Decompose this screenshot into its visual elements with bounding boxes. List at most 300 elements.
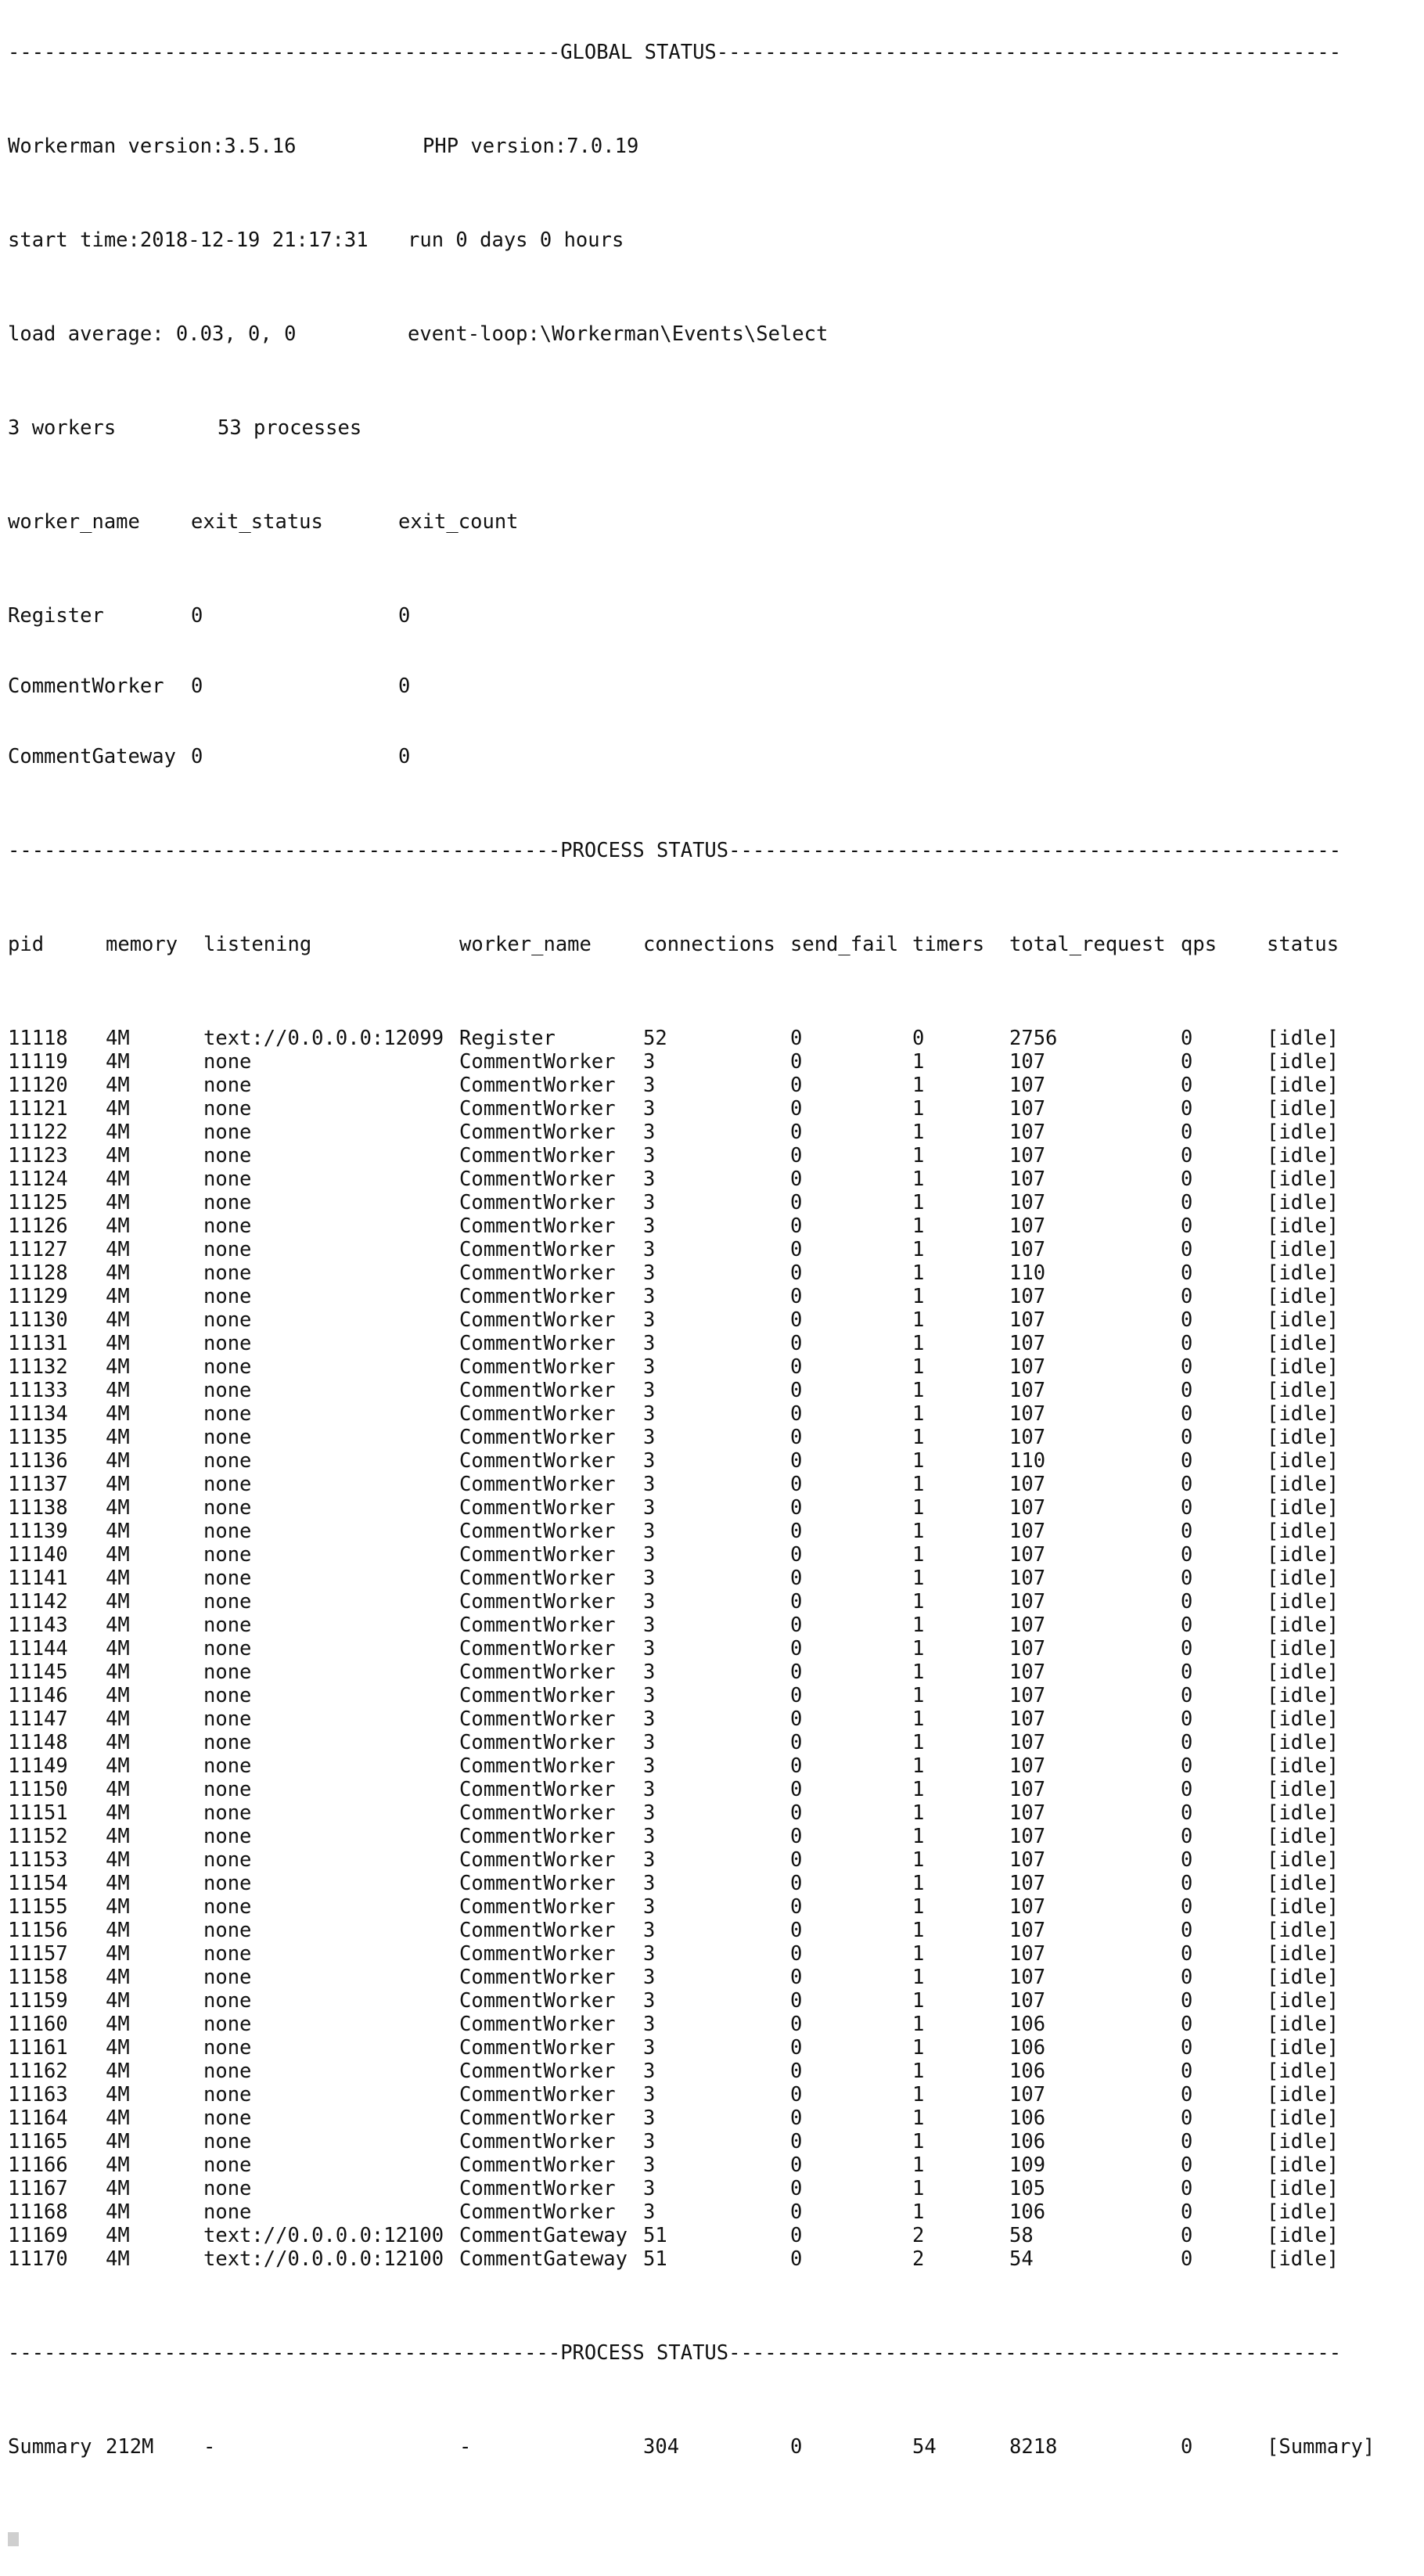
process-qps: 0 — [1181, 1731, 1193, 1754]
process-pid: 11162 — [8, 2060, 68, 2083]
process-memory: 4M — [106, 1238, 130, 1261]
process-memory: 4M — [106, 1027, 130, 1050]
process-timers: 2 — [912, 2247, 925, 2271]
process-qps: 0 — [1181, 1496, 1193, 1520]
process-pid: 11157 — [8, 1942, 68, 1966]
process-worker-name: CommentWorker — [459, 1707, 616, 1731]
process-listening: none — [203, 1379, 252, 1402]
process-listening: none — [203, 1144, 252, 1167]
process-pid: 11136 — [8, 1449, 68, 1473]
process-listening: none — [203, 1402, 252, 1426]
process-row — [8, 1848, 1376, 1872]
process-row — [8, 1473, 1376, 1496]
process-pid: 11159 — [8, 1989, 68, 2013]
process-listening: none — [203, 1637, 252, 1660]
process-memory: 4M — [106, 1332, 130, 1355]
process-pid: 11125 — [8, 1191, 68, 1214]
process-memory: 4M — [106, 1074, 130, 1097]
process-qps: 0 — [1181, 2247, 1193, 2271]
process-row — [8, 1191, 1376, 1214]
worker-exit-status: 0 — [191, 675, 203, 698]
process-pid: 11138 — [8, 1496, 68, 1520]
process-row — [8, 1121, 1376, 1144]
process-qps: 0 — [1181, 1590, 1193, 1614]
process-worker-name: CommentWorker — [459, 1238, 616, 1261]
process-connections: 3 — [643, 1895, 656, 1919]
worker-col-name: worker_name — [8, 510, 140, 534]
process-status: [idle] — [1267, 1778, 1339, 1801]
process-worker-name: CommentWorker — [459, 1825, 616, 1848]
process-pid: 11152 — [8, 1825, 68, 1848]
process-total-request: 107 — [1009, 1754, 1046, 1778]
process-connections: 3 — [643, 2013, 656, 2036]
process-memory: 4M — [106, 1261, 130, 1285]
process-row — [8, 2036, 1376, 2060]
process-worker-name: CommentWorker — [459, 1942, 616, 1966]
process-worker-name: CommentWorker — [459, 1731, 616, 1754]
process-timers: 1 — [912, 1872, 925, 1895]
process-memory: 4M — [106, 1872, 130, 1895]
process-send-fail: 0 — [790, 1402, 803, 1426]
process-timers: 1 — [912, 1097, 925, 1121]
process-timers: 1 — [912, 1167, 925, 1191]
summary-row — [8, 2435, 1376, 2459]
process-timers: 1 — [912, 1707, 925, 1731]
process-timers: 1 — [912, 1144, 925, 1167]
process-status: [idle] — [1267, 2153, 1339, 2177]
process-total-request: 107 — [1009, 1825, 1046, 1848]
process-connections: 3 — [643, 1942, 656, 1966]
process-total-request: 107 — [1009, 1167, 1046, 1191]
process-qps: 0 — [1181, 2224, 1193, 2247]
process-total-request: 107 — [1009, 1637, 1046, 1660]
process-row — [8, 1919, 1376, 1942]
process-status: [idle] — [1267, 1966, 1339, 1989]
process-memory: 4M — [106, 1285, 130, 1308]
process-memory: 4M — [106, 1426, 130, 1449]
process-qps: 0 — [1181, 2036, 1193, 2060]
worker-table-header — [8, 510, 1376, 534]
process-timers: 1 — [912, 1332, 925, 1355]
process-row — [8, 1989, 1376, 2013]
process-qps: 0 — [1181, 1144, 1193, 1167]
col-timers: timers — [912, 933, 985, 956]
process-connections: 3 — [643, 1520, 656, 1543]
process-listening: none — [203, 1543, 252, 1567]
process-memory: 4M — [106, 1754, 130, 1778]
process-row — [8, 2200, 1376, 2224]
process-pid: 11158 — [8, 1966, 68, 1989]
process-pid: 11151 — [8, 1801, 68, 1825]
process-memory: 4M — [106, 1590, 130, 1614]
process-worker-name: CommentWorker — [459, 1426, 616, 1449]
process-listening: none — [203, 1050, 252, 1074]
process-worker-name: CommentWorker — [459, 1379, 616, 1402]
process-status: [idle] — [1267, 2013, 1339, 2036]
process-send-fail: 0 — [790, 1027, 803, 1050]
process-status: [idle] — [1267, 1214, 1339, 1238]
process-send-fail: 0 — [790, 1778, 803, 1801]
process-pid: 11165 — [8, 2130, 68, 2153]
process-pid: 11148 — [8, 1731, 68, 1754]
process-total-request: 107 — [1009, 1144, 1046, 1167]
process-send-fail: 0 — [790, 1308, 803, 1332]
process-total-request: 107 — [1009, 1050, 1046, 1074]
process-worker-name: CommentGateway — [459, 2247, 627, 2271]
load-average: load average: 0.03, 0, 0 — [8, 322, 297, 346]
process-worker-name: CommentWorker — [459, 1167, 616, 1191]
process-connections: 3 — [643, 1074, 656, 1097]
process-connections: 3 — [643, 1872, 656, 1895]
process-total-request: 106 — [1009, 2106, 1046, 2130]
process-total-request: 107 — [1009, 1590, 1046, 1614]
process-listening: text://0.0.0.0:12099 — [203, 1027, 444, 1050]
process-total-request: 107 — [1009, 1778, 1046, 1801]
process-timers: 1 — [912, 1637, 925, 1660]
worker-exit-status: 0 — [191, 604, 203, 628]
process-connections: 3 — [643, 1050, 656, 1074]
process-send-fail: 0 — [790, 1496, 803, 1520]
process-worker-name: CommentWorker — [459, 1684, 616, 1707]
process-connections: 3 — [643, 1332, 656, 1355]
process-total-request: 106 — [1009, 2130, 1046, 2153]
process-send-fail: 0 — [790, 2106, 803, 2130]
process-timers: 1 — [912, 1989, 925, 2013]
process-listening: none — [203, 1684, 252, 1707]
process-send-fail: 0 — [790, 1966, 803, 1989]
start-time-line — [8, 228, 1376, 252]
process-connections: 3 — [643, 1449, 656, 1473]
process-pid: 11167 — [8, 2177, 68, 2200]
process-status: [idle] — [1267, 2247, 1339, 2271]
process-connections: 3 — [643, 2153, 656, 2177]
process-row — [8, 2060, 1376, 2083]
process-send-fail: 0 — [790, 2177, 803, 2200]
process-listening: none — [203, 2177, 252, 2200]
process-qps: 0 — [1181, 1167, 1193, 1191]
process-timers: 1 — [912, 1801, 925, 1825]
process-listening: none — [203, 1496, 252, 1520]
process-qps: 0 — [1181, 1379, 1193, 1402]
process-timers: 0 — [912, 1027, 925, 1050]
process-listening: none — [203, 1778, 252, 1801]
process-status: [idle] — [1267, 1473, 1339, 1496]
process-status: [idle] — [1267, 1614, 1339, 1637]
process-timers: 1 — [912, 1285, 925, 1308]
process-connections: 3 — [643, 1214, 656, 1238]
prompt-line[interactable] — [8, 2529, 1376, 2553]
process-status: [idle] — [1267, 2130, 1339, 2153]
process-listening: none — [203, 2106, 252, 2130]
process-row — [8, 1144, 1376, 1167]
process-total-request: 107 — [1009, 2083, 1046, 2106]
process-timers: 1 — [912, 1754, 925, 1778]
process-listening: none — [203, 1848, 252, 1872]
process-total-request: 107 — [1009, 1473, 1046, 1496]
process-status: [idle] — [1267, 1097, 1339, 1121]
process-timers: 1 — [912, 2036, 925, 2060]
process-worker-name: CommentWorker — [459, 1473, 616, 1496]
process-connections: 3 — [643, 1590, 656, 1614]
process-memory: 4M — [106, 1121, 130, 1144]
process-qps: 0 — [1181, 1543, 1193, 1567]
process-row — [8, 1754, 1376, 1778]
process-total-request: 2756 — [1009, 1027, 1058, 1050]
process-qps: 0 — [1181, 1707, 1193, 1731]
process-total-request: 107 — [1009, 1660, 1046, 1684]
process-send-fail: 0 — [790, 1801, 803, 1825]
process-connections: 3 — [643, 1966, 656, 1989]
process-listening: none — [203, 1473, 252, 1496]
workers-count: 3 workers — [8, 416, 117, 440]
process-pid: 11134 — [8, 1402, 68, 1426]
process-timers: 1 — [912, 1050, 925, 1074]
process-row — [8, 1238, 1376, 1261]
summary-memory: 212M — [106, 2435, 154, 2459]
process-send-fail: 0 — [790, 1050, 803, 1074]
process-send-fail: 0 — [790, 1872, 803, 1895]
process-send-fail: 0 — [790, 1614, 803, 1637]
process-row — [8, 1543, 1376, 1567]
process-qps: 0 — [1181, 1919, 1193, 1942]
process-worker-name: CommentWorker — [459, 1332, 616, 1355]
process-listening: none — [203, 1801, 252, 1825]
process-timers: 1 — [912, 1895, 925, 1919]
process-pid: 11168 — [8, 2200, 68, 2224]
process-row — [8, 1825, 1376, 1848]
process-pid: 11150 — [8, 1778, 68, 1801]
process-row — [8, 1496, 1376, 1520]
process-memory: 4M — [106, 1473, 130, 1496]
process-total-request: 107 — [1009, 1379, 1046, 1402]
process-row — [8, 1285, 1376, 1308]
col-connections: connections — [643, 933, 775, 956]
process-listening: none — [203, 1285, 252, 1308]
process-pid: 11149 — [8, 1754, 68, 1778]
process-memory: 4M — [106, 2106, 130, 2130]
process-status: [idle] — [1267, 1989, 1339, 2013]
process-pid: 11169 — [8, 2224, 68, 2247]
process-connections: 3 — [643, 1097, 656, 1121]
process-pid: 11144 — [8, 1637, 68, 1660]
process-send-fail: 0 — [790, 2224, 803, 2247]
process-send-fail: 0 — [790, 1214, 803, 1238]
summary-send-fail: 0 — [790, 2435, 803, 2459]
process-status: [idle] — [1267, 1825, 1339, 1848]
process-row — [8, 2177, 1376, 2200]
process-send-fail: 0 — [790, 2083, 803, 2106]
process-connections: 3 — [643, 2106, 656, 2130]
process-memory: 4M — [106, 1942, 130, 1966]
summary-connections: 304 — [643, 2435, 680, 2459]
process-send-fail: 0 — [790, 1191, 803, 1214]
run-time: run 0 days 0 hours — [408, 228, 624, 252]
process-timers: 1 — [912, 2177, 925, 2200]
process-qps: 0 — [1181, 1660, 1193, 1684]
process-total-request: 107 — [1009, 1731, 1046, 1754]
process-connections: 3 — [643, 1496, 656, 1520]
process-row — [8, 2130, 1376, 2153]
process-row — [8, 1449, 1376, 1473]
process-qps: 0 — [1181, 1684, 1193, 1707]
worker-exit-count: 0 — [398, 604, 411, 628]
process-total-request: 107 — [1009, 1402, 1046, 1426]
process-total-request: 107 — [1009, 1238, 1046, 1261]
workerman-version: Workerman version:3.5.16 — [8, 135, 297, 158]
process-row — [8, 1520, 1376, 1543]
process-listening: none — [203, 1825, 252, 1848]
process-worker-name: CommentWorker — [459, 1543, 616, 1567]
summary-status: [Summary] — [1267, 2435, 1375, 2459]
process-qps: 0 — [1181, 1050, 1193, 1074]
process-pid: 11142 — [8, 1590, 68, 1614]
process-timers: 1 — [912, 1449, 925, 1473]
process-total-request: 106 — [1009, 2200, 1046, 2224]
process-pid: 11121 — [8, 1097, 68, 1121]
process-memory: 4M — [106, 2247, 130, 2271]
process-worker-name: CommentWorker — [459, 1520, 616, 1543]
process-connections: 51 — [643, 2247, 667, 2271]
process-pid: 11141 — [8, 1567, 68, 1590]
process-row — [8, 1355, 1376, 1379]
process-listening: none — [203, 1520, 252, 1543]
process-timers: 1 — [912, 2060, 925, 2083]
process-send-fail: 0 — [790, 2036, 803, 2060]
process-status: [idle] — [1267, 1074, 1339, 1097]
process-connections: 3 — [643, 1261, 656, 1285]
process-qps: 0 — [1181, 1801, 1193, 1825]
summary-label: Summary — [8, 2435, 92, 2459]
process-listening: none — [203, 1261, 252, 1285]
process-pid: 11164 — [8, 2106, 68, 2130]
process-timers: 1 — [912, 1308, 925, 1332]
process-worker-name: CommentWorker — [459, 1496, 616, 1520]
process-memory: 4M — [106, 1684, 130, 1707]
process-total-request: 58 — [1009, 2224, 1034, 2247]
process-row — [8, 2153, 1376, 2177]
process-row — [8, 1637, 1376, 1660]
process-status: [idle] — [1267, 1050, 1339, 1074]
process-status: [idle] — [1267, 1496, 1339, 1520]
process-status: [idle] — [1267, 1707, 1339, 1731]
process-row — [8, 1660, 1376, 1684]
process-send-fail: 0 — [790, 1144, 803, 1167]
process-worker-name: CommentWorker — [459, 1590, 616, 1614]
process-connections: 3 — [643, 1426, 656, 1449]
process-memory: 4M — [106, 1144, 130, 1167]
process-worker-name: CommentWorker — [459, 2036, 616, 2060]
process-connections: 3 — [643, 2060, 656, 2083]
process-listening: none — [203, 2013, 252, 2036]
process-listening: text://0.0.0.0:12100 — [203, 2247, 444, 2271]
process-memory: 4M — [106, 1707, 130, 1731]
process-memory: 4M — [106, 2153, 130, 2177]
process-timers: 1 — [912, 1520, 925, 1543]
process-pid: 11133 — [8, 1379, 68, 1402]
process-memory: 4M — [106, 2177, 130, 2200]
process-row — [8, 1801, 1376, 1825]
process-total-request: 107 — [1009, 1895, 1046, 1919]
col-worker-name: worker_name — [459, 933, 592, 956]
process-worker-name: CommentWorker — [459, 1778, 616, 1801]
process-status: [idle] — [1267, 1919, 1339, 1942]
process-qps: 0 — [1181, 1285, 1193, 1308]
process-timers: 1 — [912, 1355, 925, 1379]
process-send-fail: 0 — [790, 1167, 803, 1191]
process-listening: none — [203, 1355, 252, 1379]
process-listening: none — [203, 1614, 252, 1637]
process-pid: 11166 — [8, 2153, 68, 2177]
process-listening: none — [203, 1942, 252, 1966]
process-total-request: 107 — [1009, 1543, 1046, 1567]
process-worker-name: CommentWorker — [459, 1121, 616, 1144]
process-status: [idle] — [1267, 1449, 1339, 1473]
process-connections: 3 — [643, 2036, 656, 2060]
process-send-fail: 0 — [790, 1942, 803, 1966]
process-row — [8, 2106, 1376, 2130]
process-status: [idle] — [1267, 1801, 1339, 1825]
process-worker-name: CommentWorker — [459, 1097, 616, 1121]
process-pid: 11137 — [8, 1473, 68, 1496]
process-connections: 3 — [643, 1308, 656, 1332]
process-status: [idle] — [1267, 2106, 1339, 2130]
process-row — [8, 1426, 1376, 1449]
process-memory: 4M — [106, 2200, 130, 2224]
process-pid: 11170 — [8, 2247, 68, 2271]
process-listening: none — [203, 1332, 252, 1355]
process-listening: none — [203, 2060, 252, 2083]
process-worker-name: CommentWorker — [459, 1214, 616, 1238]
process-connections: 3 — [643, 2130, 656, 2153]
process-connections: 3 — [643, 1801, 656, 1825]
process-send-fail: 0 — [790, 1684, 803, 1707]
process-row — [8, 1778, 1376, 1801]
process-listening: none — [203, 1567, 252, 1590]
process-total-request: 107 — [1009, 1614, 1046, 1637]
process-status: [idle] — [1267, 1144, 1339, 1167]
process-worker-name: CommentWorker — [459, 1660, 616, 1684]
process-worker-name: CommentWorker — [459, 1355, 616, 1379]
process-row — [8, 1332, 1376, 1355]
process-timers: 1 — [912, 1379, 925, 1402]
process-row — [8, 1966, 1376, 1989]
process-connections: 3 — [643, 1684, 656, 1707]
process-worker-name: CommentWorker — [459, 1567, 616, 1590]
process-row — [8, 1308, 1376, 1332]
process-timers: 1 — [912, 1848, 925, 1872]
process-worker-name: CommentWorker — [459, 1848, 616, 1872]
process-send-fail: 0 — [790, 2200, 803, 2224]
process-total-request: 109 — [1009, 2153, 1046, 2177]
process-timers: 1 — [912, 1473, 925, 1496]
process-connections: 3 — [643, 1825, 656, 1848]
process-total-request: 107 — [1009, 1285, 1046, 1308]
process-worker-name: CommentWorker — [459, 1614, 616, 1637]
process-total-request: 107 — [1009, 1966, 1046, 1989]
process-total-request: 107 — [1009, 1355, 1046, 1379]
process-connections: 3 — [643, 2177, 656, 2200]
process-qps: 0 — [1181, 2153, 1193, 2177]
process-timers: 2 — [912, 2224, 925, 2247]
process-qps: 0 — [1181, 1449, 1193, 1473]
process-status: [idle] — [1267, 1942, 1339, 1966]
process-send-fail: 0 — [790, 1848, 803, 1872]
process-send-fail: 0 — [790, 2130, 803, 2153]
process-send-fail: 0 — [790, 1895, 803, 1919]
process-row — [8, 1707, 1376, 1731]
process-timers: 1 — [912, 2153, 925, 2177]
process-total-request: 107 — [1009, 1520, 1046, 1543]
